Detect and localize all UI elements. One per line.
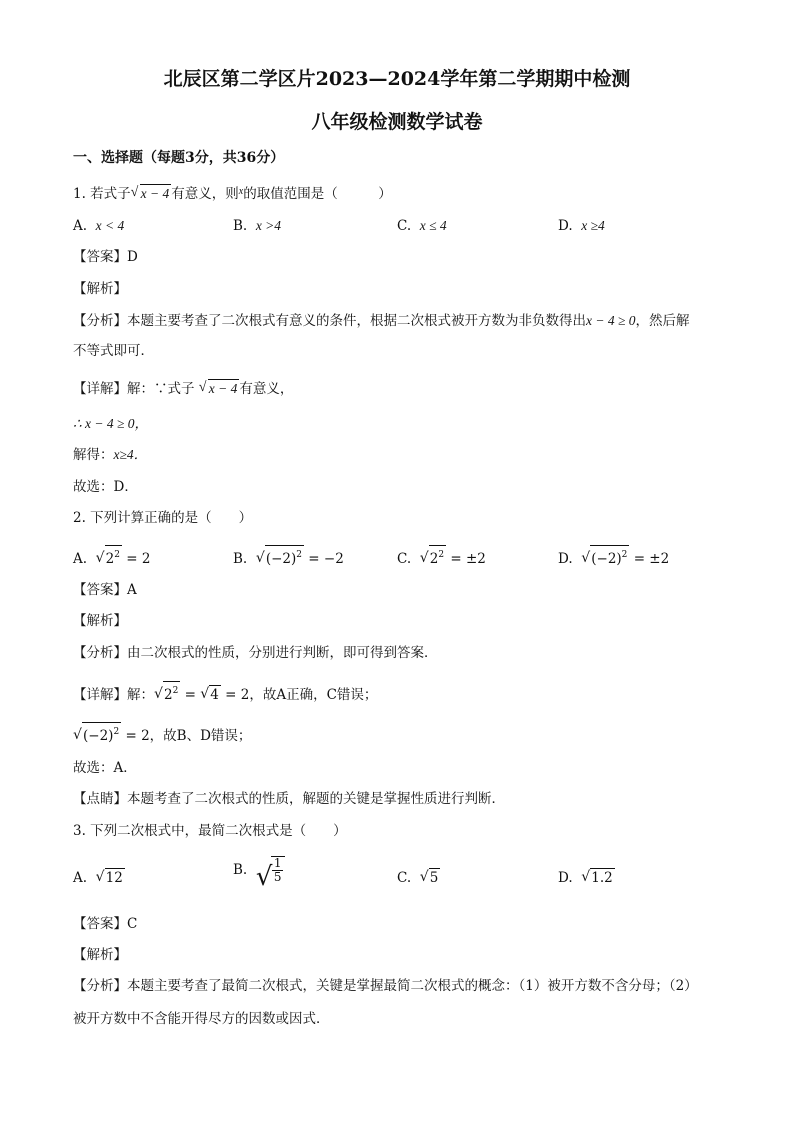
detail-tail: ，故A正确，C错误； <box>249 687 378 703</box>
q3-analysis <box>73 977 698 995</box>
answer-tag: 【答案】 <box>73 582 127 598</box>
option-radical: √ $2^2$ <box>96 545 122 568</box>
q1-stem-pre: 1. 若式子 <box>73 186 131 202</box>
radical-sign-icon: √ <box>73 727 82 743</box>
analysis-tail: ，然后解 <box>635 313 690 329</box>
option-expr: x < 4 <box>95 218 125 233</box>
q3-option-d <box>558 868 615 887</box>
analysis-tag: 【分析】 <box>73 978 127 994</box>
option-rhs: = 2 <box>126 551 151 567</box>
q3-option-b <box>233 856 285 898</box>
q2-option-d <box>558 545 669 568</box>
option-label: A. <box>73 551 88 567</box>
q2-option-a <box>73 545 150 568</box>
option-label: C. <box>397 218 412 234</box>
detail-text: 解： <box>127 687 154 703</box>
radical-sign-icon: √ <box>255 862 273 892</box>
q2-option-c <box>397 545 486 568</box>
q2-detail-line2: √ $(-2)^2 = 2$，故B、D错误； <box>73 722 251 745</box>
analysis-tag: 【分析】 <box>73 645 127 661</box>
detail-shizi: 式子 <box>167 381 195 397</box>
question-3-stem: 3. 下列二次根式中，最简二次根式是（ ） <box>73 823 347 839</box>
option-radical: √ $(-2)^2$ <box>581 545 629 568</box>
option-label: B. <box>233 862 248 878</box>
detail-text: 解： <box>127 381 154 397</box>
detail-tag: 【详解】 <box>73 687 127 703</box>
option-label: C. <box>397 551 412 567</box>
q1-radicand: x − 4 <box>140 186 170 201</box>
radical-sign-icon: √ <box>154 686 163 702</box>
q1-jiexi: 【解析】 <box>73 281 127 297</box>
q2-answer <box>73 581 137 599</box>
radical-sign-icon: √ <box>130 185 139 200</box>
analysis-text: 本题主要考查了最简二次根式，关键是掌握最简二次根式的概念：（1）被开方数不含分母；（2） <box>127 978 698 994</box>
option-radical: √ 1.2 <box>581 869 613 886</box>
q1-option-d <box>558 217 605 235</box>
step-label: 解得： <box>73 447 114 463</box>
q2-choice: 故选：A． <box>73 760 137 776</box>
because-symbol: ∵ <box>154 381 168 397</box>
option-expr: x ≥4 <box>581 218 605 233</box>
q2-analysis <box>73 644 438 662</box>
q2-jiexi: 【解析】 <box>73 613 127 629</box>
radical-sign-icon: √ <box>200 686 210 702</box>
option-label: D. <box>558 218 573 234</box>
option-rhs: = ±2 <box>450 551 486 567</box>
q1-option-c <box>397 217 447 235</box>
q1-step2 <box>73 446 147 464</box>
detail-radical-2: √ 4 <box>200 686 219 703</box>
option-label: D. <box>558 551 573 567</box>
option-radical: √ 5 <box>419 869 439 886</box>
radical-sign-icon: √ <box>255 550 265 566</box>
detail-radical-1: √ $2^2$ <box>154 681 180 704</box>
detail-radical-3: √ $(-2)^2$ <box>73 722 121 745</box>
option-radical: √ $\frac{1}{5}$ <box>256 856 286 884</box>
radical-sign-icon: √ <box>95 550 105 566</box>
q1-analysis <box>73 312 690 330</box>
radical-sign-icon: √ <box>198 380 207 395</box>
option-radical: √ $(-2)^2$ <box>256 545 304 568</box>
answer-tag: 【答案】 <box>73 249 127 265</box>
answer-value: C <box>127 916 138 932</box>
option-rhs: = ±2 <box>633 551 670 567</box>
radical-sign-icon: √ <box>581 869 591 885</box>
option-expr: x ≤ 4 <box>419 218 447 233</box>
answer-value: D <box>127 249 138 265</box>
q3-jiexi: 【解析】 <box>73 947 127 963</box>
q1-stem-post: 的取值范围是（ ） <box>243 186 392 202</box>
question-2-stem: 2. 下列计算正确的是（ ） <box>73 510 253 526</box>
detail-tail: ，故B、D错误； <box>149 728 252 744</box>
option-label: C. <box>397 870 412 886</box>
q1-radical <box>131 184 172 203</box>
q2-detail: 【详解】解： √ $2^2$ = √ 4 = 2，故A正确，C错误； <box>73 681 377 704</box>
radical-sign-icon: √ <box>419 550 429 566</box>
option-rhs: = −2 <box>308 551 344 567</box>
q3-analysis-line2: 被开方数中不含能开得尽方的因数或因式． <box>73 1011 330 1027</box>
q1-choice: 故选：D． <box>73 479 138 495</box>
radical-sign-icon: √ <box>581 550 591 566</box>
analysis-text: 本题主要考查了二次根式有意义的条件，根据二次根式被开方数为非负数得出 <box>127 313 586 329</box>
analysis-expr: x − 4 ≥ 0 <box>586 313 636 328</box>
q1-option-a <box>73 217 124 235</box>
q1-analysis-line2: 不等式即可． <box>73 343 154 359</box>
q1-detail <box>73 379 293 398</box>
option-expr: x >4 <box>255 218 282 233</box>
option-label: A. <box>73 870 88 886</box>
detail-end: 有意义， <box>239 381 294 397</box>
analysis-tag: 【分析】 <box>73 313 127 329</box>
option-label: A. <box>73 218 88 234</box>
radical-sign-icon: √ <box>419 869 429 885</box>
radical-sign-icon: √ <box>95 869 105 885</box>
analysis-text: 由二次根式的性质，分别进行判断，即可得到答案． <box>127 645 438 661</box>
step-expr: x≥4． <box>113 447 148 462</box>
q3-option-c <box>397 868 440 887</box>
q1-detail-radical <box>199 379 240 398</box>
answer-value: A <box>127 582 137 598</box>
comment-text: 本题考查了二次根式的性质，解题的关键是掌握性质进行判断． <box>127 791 505 807</box>
q3-answer <box>73 915 137 933</box>
q2-comment <box>73 790 505 808</box>
option-label: D. <box>558 870 573 886</box>
q2-option-b <box>233 545 344 568</box>
section-heading: 一、选择题（每题3分，共36分） <box>73 150 285 166</box>
q1-option-b <box>233 217 281 235</box>
page-title: 北辰区第二学区片2023—2024学年第二学期期中检测 <box>163 68 631 90</box>
radicand: x − 4 <box>208 381 238 396</box>
question-1-stem <box>73 183 392 203</box>
q1-stem-var: x <box>238 186 244 197</box>
option-radical: √ $2^2$ <box>420 545 446 568</box>
option-radical: √ 12 <box>95 869 123 886</box>
comment-tag: 【点睛】 <box>73 791 127 807</box>
q1-answer <box>73 248 138 266</box>
q3-option-a <box>73 868 125 887</box>
page-subtitle: 八年级检测数学试卷 <box>311 111 483 133</box>
q1-step1: ∴ x − 4 ≥ 0， <box>73 416 148 431</box>
option-label: B. <box>233 218 248 234</box>
option-label: B. <box>233 551 248 567</box>
q1-stem-mid: 有意义，则 <box>171 186 239 202</box>
detail-tag: 【详解】 <box>73 381 127 397</box>
answer-tag: 【答案】 <box>73 916 127 932</box>
